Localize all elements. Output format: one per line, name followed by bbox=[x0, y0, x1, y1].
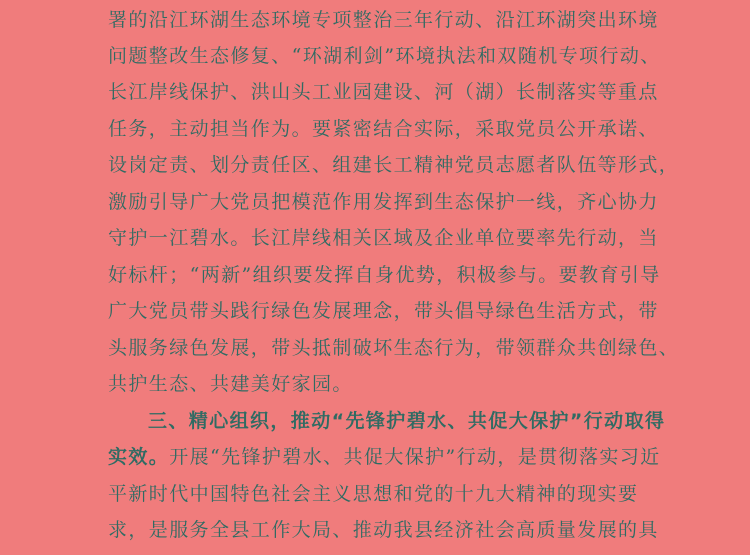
text-line: 问题整改生态修复、“环湖利剑”环境执法和双随机专项行动、 bbox=[108, 45, 661, 67]
section-heading-text-cont: 实效。 bbox=[108, 446, 170, 468]
text-line: 任务，主动担当作为。要紧密结合实际，采取党员公开承诺、 bbox=[108, 118, 659, 140]
section-heading-text: 三、精心组织，推动“先锋护碧水、共促大保护”行动取得 bbox=[148, 410, 666, 432]
section-heading bbox=[148, 405, 666, 437]
paragraph-text: 开展“先锋护碧水、共促大保护”行动，是贯彻落实习近 bbox=[169, 446, 661, 468]
text-line: 共护生态、共建美好家园。 bbox=[108, 373, 353, 395]
text-line: 广大党员带头践行绿色发展理念，带头倡导绿色生活方式，带 bbox=[108, 300, 659, 322]
text-line: 长江岸线保护、洪山头工业园建设、河（湖）长制落实等重点 bbox=[108, 81, 659, 103]
text-line: 好标杆；“两新”组织要发挥自身优势，积极参与。要教育引导 bbox=[108, 264, 661, 286]
text-line bbox=[108, 441, 661, 473]
text-line: 求，是服务全县工作大局、推动我县经济社会高质量发展的具 bbox=[108, 519, 659, 541]
text-line: 激励引导广大党员把模范作用发挥到生态保护一线，齐心协力 bbox=[108, 191, 659, 213]
text-line: 头服务绿色发展，带头抵制破坏生态行为，带领群众共创绿色、 bbox=[108, 337, 680, 359]
text-line: 守护一江碧水。长江岸线相关区域及企业单位要率先行动，当 bbox=[108, 227, 659, 249]
text-line: 平新时代中国特色社会主义思想和党的十九大精神的现实要 bbox=[108, 483, 639, 505]
text-line: 设岗定责、划分责任区、组建长工精神党员志愿者队伍等形式， bbox=[108, 154, 680, 176]
text-line: 署的沿江环湖生态环境专项整治三年行动、沿江环湖突出环境 bbox=[108, 9, 659, 31]
